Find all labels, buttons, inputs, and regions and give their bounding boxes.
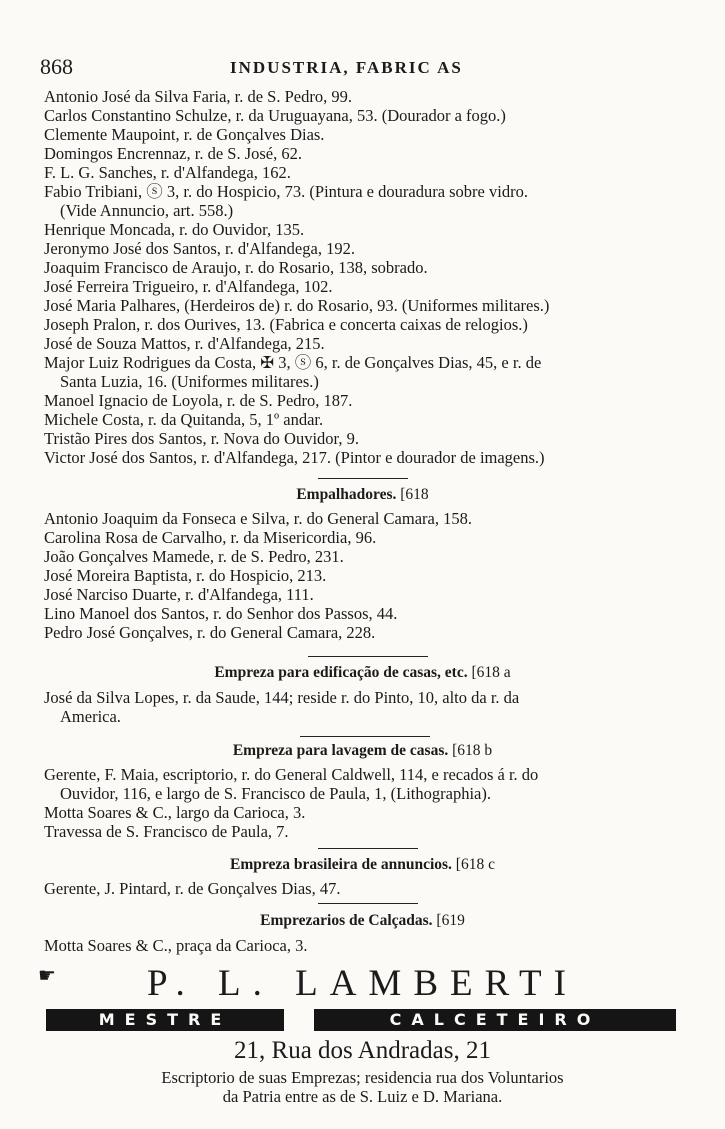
list-item: Carolina Rosa de Carvalho, r. da Misericordia, 96. [44,528,377,547]
list-item: Gerente, J. Pintard, r. de Gonçalves Dias, 47. [44,879,341,898]
list-item: Joaquim Francisco de Araujo, r. do Rosario, 138, sobrado. [44,258,428,277]
list-item: José Moreira Baptista, r. do Hospicio, 213. [44,566,327,585]
list-item: José Narciso Duarte, r. d'Alfandega, 111. [44,585,314,604]
running-title: INDUSTRIA, FABRIC AS [230,58,463,77]
list-item: José Maria Palhares, (Herdeiros de) r. do Rosario, 93. (Uniformes militares.) [44,296,550,315]
section-title: Empreza para lavagem de casas. [232,742,449,759]
section-heading [0,912,725,930]
list-item: Tristão Pires dos Santos, r. Nova do Ouvidor, 9. [44,429,359,448]
list-item: Antonio José da Silva Faria, r. de S. Pedro, 99. [44,87,352,106]
list-item: José Ferreira Trigueiro, r. d'Alfandega, 102. [44,277,333,296]
section-divider [318,903,418,904]
section-ref: [618 a [471,664,511,681]
section-heading [0,856,725,874]
list-item: Michele Costa, r. da Quitanda, 5, 1º andar. [44,410,324,429]
list-item: (Vide Annuncio, art. 558.) [60,201,234,220]
section-divider [308,656,428,657]
section-ref: [619 [436,912,465,929]
list-item: Manoel Ignacio de Loyola, r. de S. Pedro, 187. [44,391,353,410]
list-item: Fabio Tribiani, ⓢ 3, r. do Hospicio, 73. (Pintura e douradura sobre vidro. [44,182,528,201]
list-item: Pedro José Gonçalves, r. do General Camara, 228. [44,623,376,642]
list-item: Jeronymo José dos Santos, r. d'Alfandega, 192. [44,239,355,258]
section-heading [0,664,725,682]
list-item: João Gonçalves Mamede, r. de S. Pedro, 231. [44,547,344,566]
advert-name: P. L. LAMBERTI [147,963,578,1004]
advert-trade-right: CALCETEIRO [314,1009,676,1031]
section-title: Empreza brasileira de annuncios. [230,856,452,873]
list-item: Carlos Constantino Schulze, r. da Uruguayana, 53. (Dourador a fogo.) [44,106,506,125]
list-item: José da Silva Lopes, r. da Saude, 144; reside r. do Pinto, 10, alto da r. da [44,688,520,707]
list-item: Gerente, F. Maia, escriptorio, r. do General Caldwell, 114, e recados á r. do [44,765,539,784]
list-item: Motta Soares & C., praça da Carioca, 3. [44,936,308,955]
section-heading [0,742,725,760]
list-item: Domingos Encrennaz, r. de S. José, 62. [44,144,302,163]
list-item: Santa Luzia, 16. (Uniformes militares.) [60,372,319,391]
list-item: Ouvidor, 116, e largo de S. Francisco de Paula, 1, (Lithographia). [60,784,491,803]
page-number: 868 [40,54,73,79]
list-item: Victor José dos Santos, r. d'Alfandega, 217. (Pintor e dourador de imagens.) [44,448,545,467]
advert-trade-left: MESTRE [46,1009,284,1031]
list-item: José de Souza Mattos, r. d'Alfandega, 215. [44,334,325,353]
section-title: Empreza para edificação de casas, etc. [214,664,468,681]
section-title: Emprezarios de Calçadas. [260,912,433,929]
pointing-hand-icon: ☛ [38,965,56,987]
page-header [40,54,680,80]
list-item: Major Luiz Rodrigues da Costa, ✠ 3, ⓢ 6, r. de Gonçalves Dias, 45, e r. de [44,353,542,372]
advert-line: Escriptorio de suas Emprezas; residencia rua dos Voluntarios [161,1068,564,1087]
list-item: Lino Manoel dos Santos, r. do Senhor dos Passos, 44. [44,604,398,623]
list-item: Henrique Moncada, r. do Ouvidor, 135. [44,220,305,239]
section-divider [318,848,418,849]
advert-address: 21, Rua dos Andradas, 21 [234,1037,491,1064]
list-item: Joseph Pralon, r. dos Ourives, 13. (Fabrica e concerta caixas de relogios.) [44,315,528,334]
section-divider [300,736,430,737]
section-heading [0,486,725,504]
section-ref: [618 [400,486,429,503]
section-title: Empalhadores. [296,486,397,503]
list-item: Clemente Maupoint, r. de Gonçalves Dias. [44,125,325,144]
list-item: F. L. G. Sanches, r. d'Alfandega, 162. [44,163,291,182]
list-item: America. [60,707,121,726]
section-ref: [618 c [455,856,495,873]
list-item: Motta Soares & C., largo da Carioca, 3. [44,803,306,822]
section-ref: [618 b [452,742,493,759]
list-item: Travessa de S. Francisco de Paula, 7. [44,822,289,841]
advert-line: da Patria entre as de S. Luiz e D. Mariana. [222,1087,503,1106]
list-item: Antonio Joaquim da Fonseca e Silva, r. do General Camara, 158. [44,509,472,528]
section-divider [318,478,408,479]
